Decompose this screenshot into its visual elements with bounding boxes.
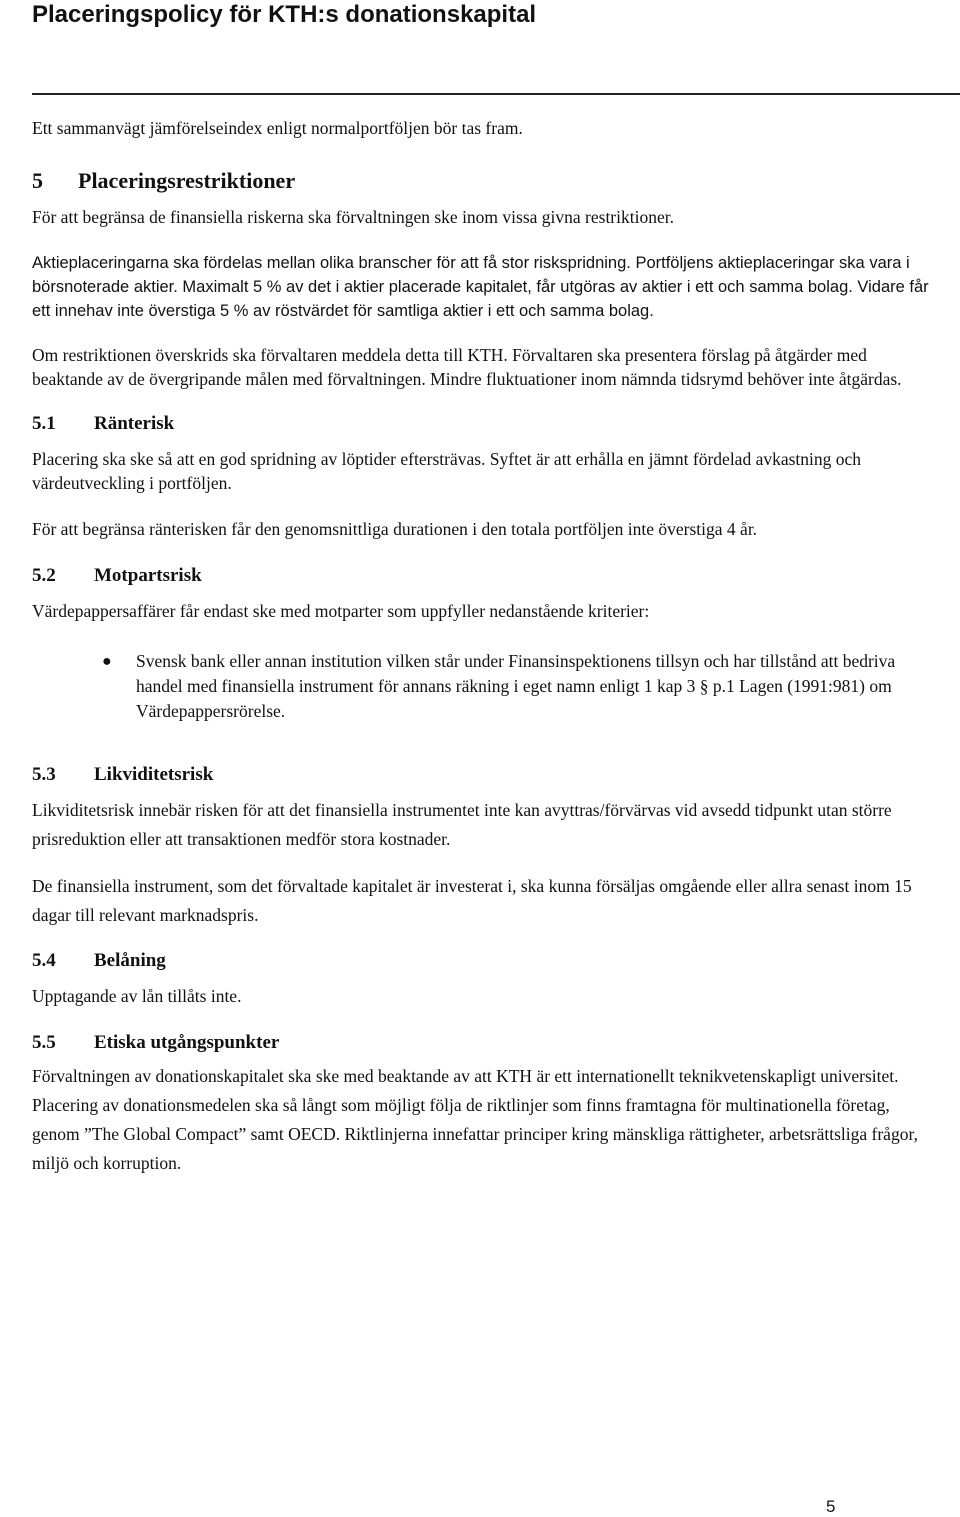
section-5-3-paragraph-2: De finansiella instrument, som det förvaltade kapitalet är investerat i, ska kunna försäljas omgående eller allra senast inom 15 dagar till relevant marknadspris. bbox=[32, 876, 912, 925]
section-5-5-heading bbox=[32, 1030, 937, 1056]
page-number: 5 bbox=[826, 1497, 836, 1516]
bullet-icon: ● bbox=[102, 653, 112, 670]
section-5-4-title: Belåning bbox=[94, 950, 166, 971]
document-body bbox=[32, 112, 937, 1178]
section-5-1-title: Ränterisk bbox=[94, 413, 175, 434]
section-5-4-number: 5.4 bbox=[32, 950, 56, 971]
intro-paragraph: Ett sammanvägt jämförelseindex enligt normalportföljen bör tas fram. bbox=[32, 118, 523, 138]
list-item-text: Svensk bank eller annan institution vilken står under Finansinspektionens tillsyn och har tillstånd att bedriva handel med finansiella instrument för annans räkning i eget namn enligt 1 kap 3 § p.1 Lagen (1991:981) om Värdepappersrörelse. bbox=[136, 651, 896, 721]
section-5-2-heading bbox=[32, 563, 937, 589]
section-5-1-paragraph-2: För att begränsa ränterisken får den genomsnittliga durationen i den totala portföljen inte överstiga 4 år. bbox=[32, 519, 758, 539]
section-5-paragraph-2: Aktieplaceringarna ska fördelas mellan olika branscher för att få stor riskspridning. Portföljens aktieplaceringar ska vara i börsnoterade aktier. Maximalt 5 % av det i aktier placerade kapitalet, får utgöras av aktier i ett och samma bolag. Vidare får ett innehav inte överstiga 5 % av röstvärdet för samtliga aktier i ett och samma bolag. bbox=[32, 254, 929, 320]
section-5-1-paragraph-1: Placering ska ske så att en god spridning av löptider eftersträvas. Syftet är att erhålla en jämnt fördelad avkastning och värdeutveckling i portföljen. bbox=[32, 449, 862, 493]
header-divider bbox=[32, 93, 960, 95]
section-5-3-title: Likviditetsrisk bbox=[94, 764, 214, 785]
section-5-5-paragraph-1: Förvaltningen av donationskapitalet ska ske med beaktande av att KTH är ett internationellt teknikvetenskapligt universitet. Placering av donationsmedelen ska så långt som möjligt följa de riktlinjer som finns framtagna för multinationella företag, genom ”The Global Compact” samt OECD. Riktlinjerna innefattar principer kring mänskliga rättigheter, arbetsrättsliga frågor, miljö och korruption. bbox=[32, 1066, 918, 1173]
section-5-4-paragraph-1: Upptagande av lån tillåts inte. bbox=[32, 986, 242, 1006]
section-5-4-heading bbox=[32, 948, 937, 974]
section-5-number: 5 bbox=[32, 168, 43, 193]
section-5-3-heading bbox=[32, 762, 937, 788]
list-item bbox=[32, 649, 937, 724]
section-5-paragraph-1: För att begränsa de finansiella riskerna ska förvaltningen ske inom vissa givna restriktioner. bbox=[32, 207, 674, 227]
section-5-2-number: 5.2 bbox=[32, 565, 56, 586]
section-5-2-paragraph-1: Värdepappersaffärer får endast ske med motparter som uppfyller nedanstående kriterier: bbox=[32, 601, 650, 621]
section-5-3-number: 5.3 bbox=[32, 764, 56, 785]
section-5-5-number: 5.5 bbox=[32, 1032, 56, 1053]
section-5-3-paragraph-1: Likviditetsrisk innebär risken för att det finansiella instrumentet inte kan avyttras/förvärvas vid avsedd tidpunkt utan större prisreduktion eller att transaktionen medför stora kostnader. bbox=[32, 800, 892, 849]
section-5-5-title: Etiska utgångspunkter bbox=[94, 1032, 280, 1053]
criteria-list bbox=[32, 649, 937, 724]
section-5-1-heading bbox=[32, 411, 937, 437]
document-header-title: Placeringspolicy för KTH:s donationskapital bbox=[32, 1, 537, 28]
section-5-paragraph-3: Om restriktionen överskrids ska förvaltaren meddela detta till KTH. Förvaltaren ska presentera förslag på åtgärder med beaktande av de övergripande målen med förvaltningen. Mindre fluktuationer inom nämnda tidsrymd behöver inte åtgärdas. bbox=[32, 345, 902, 389]
section-5-title: Placeringsrestriktioner bbox=[78, 168, 296, 193]
section-5-1-number: 5.1 bbox=[32, 413, 56, 434]
section-5-heading bbox=[32, 166, 937, 196]
section-5-2-title: Motpartsrisk bbox=[94, 565, 202, 586]
